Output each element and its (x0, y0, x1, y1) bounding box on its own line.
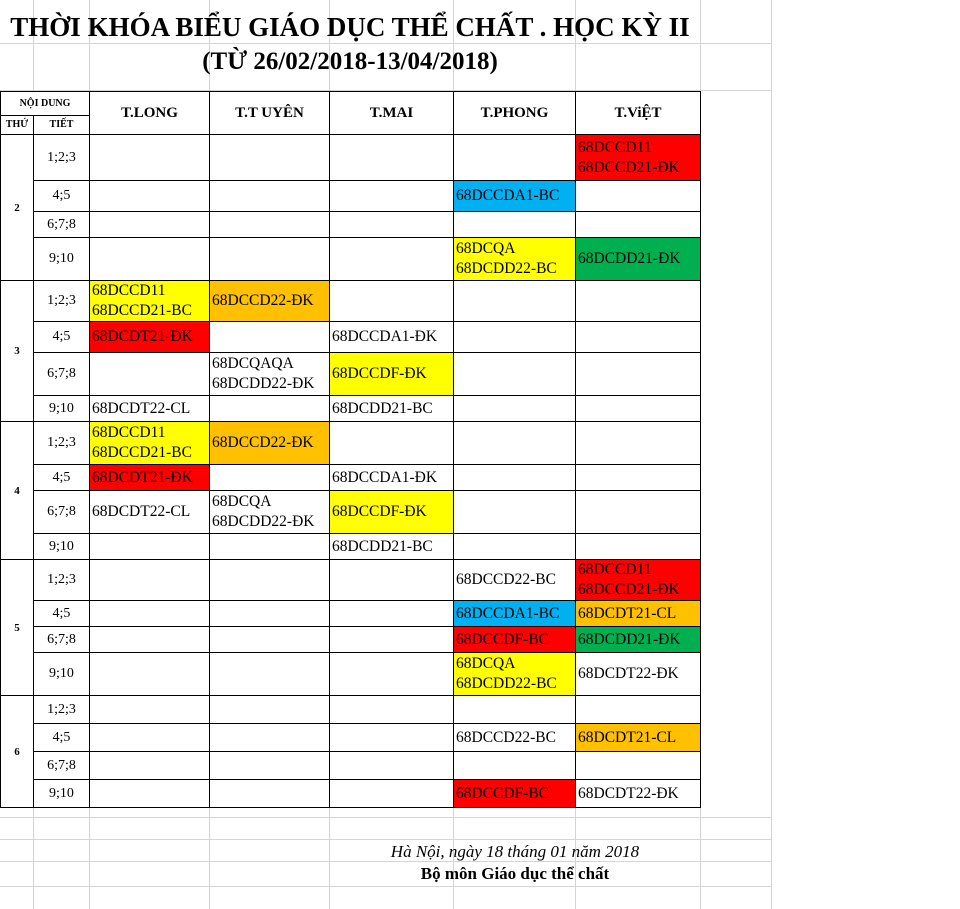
schedule-row (1, 491, 701, 534)
header-day: THỨ (1, 116, 34, 135)
class-code: 68DCDT22-ĐK (578, 665, 679, 682)
period-cell: 9;10 (34, 534, 90, 560)
class-code: 68DCCDF-BC (456, 630, 550, 648)
schedule-date-range: (TỪ 26/02/2018-13/04/2018) (202, 48, 498, 75)
class-cell (210, 238, 330, 281)
period-cell: 1;2;3 (34, 696, 90, 724)
class-cell (454, 135, 576, 181)
class-cell (210, 724, 330, 752)
class-cell (90, 181, 210, 212)
class-cell (576, 627, 701, 653)
schedule-row (1, 780, 701, 808)
class-cell (90, 281, 210, 322)
class-cell (210, 281, 330, 322)
class-code: 68DCCDF-BC (456, 784, 550, 802)
class-code: 68DCDD21-BC (332, 537, 433, 555)
period-cell: 9;10 (34, 653, 90, 696)
schedule-row (1, 212, 701, 238)
schedule-row (1, 560, 701, 601)
period-cell: 4;5 (34, 465, 90, 491)
class-cell (576, 353, 701, 396)
class-cell (210, 601, 330, 627)
class-code: 68DCCDA1-BC (456, 604, 560, 622)
class-cell (454, 780, 576, 808)
schedule-row (1, 238, 701, 281)
class-code: 68DCCD11 (92, 282, 166, 299)
class-cell (454, 696, 576, 724)
class-cell (330, 534, 454, 560)
class-cell (330, 752, 454, 780)
schedule-row (1, 627, 701, 653)
class-cell (330, 696, 454, 724)
class-cell (576, 534, 701, 560)
class-cell (90, 653, 210, 696)
class-cell (454, 212, 576, 238)
class-cell (210, 135, 330, 181)
day-cell: 5 (1, 560, 34, 696)
class-code: 68DCCD21-BC (92, 444, 192, 461)
class-cell (90, 560, 210, 601)
class-code: 68DCDD21-ĐK (578, 250, 681, 267)
class-cell (90, 465, 210, 491)
period-cell: 1;2;3 (34, 281, 90, 322)
period-cell: 6;7;8 (34, 752, 90, 780)
class-cell (330, 281, 454, 322)
class-cell (210, 653, 330, 696)
class-cell (90, 396, 210, 422)
class-code: 68DCDT22-CL (92, 503, 191, 520)
place-date: Hà Nội, ngày 18 tháng 01 năm 2018 (390, 842, 640, 861)
class-cell (90, 696, 210, 724)
schedule-row (1, 353, 701, 396)
teacher-header-long: T.LONG (90, 92, 210, 135)
class-code: 68DCQA (456, 655, 516, 672)
teacher-header-mai: T.MAI (330, 92, 454, 135)
class-cell (210, 396, 330, 422)
class-code: 68DCCD21-ĐK (578, 158, 680, 176)
class-cell (576, 396, 701, 422)
class-cell (90, 724, 210, 752)
schedule-title: THỜI KHÓA BIỂU GIÁO DỤC THỂ CHẤT . HỌC KỲ II (10, 12, 690, 42)
teacher-header-viet: T.ViỆT (576, 92, 701, 135)
class-cell (90, 353, 210, 396)
class-code: 68DCDD21-ĐK (578, 630, 681, 648)
class-cell (454, 181, 576, 212)
period-cell: 1;2;3 (34, 422, 90, 465)
class-cell (576, 653, 701, 696)
class-code: 68DCCD21-ĐK (578, 581, 680, 598)
class-cell (210, 696, 330, 724)
schedule-row (1, 135, 701, 181)
class-cell (90, 135, 210, 181)
class-cell (576, 780, 701, 808)
class-cell (330, 353, 454, 396)
class-code: 68DCCD11 (92, 424, 166, 441)
class-cell (576, 281, 701, 322)
class-cell (454, 422, 576, 465)
class-code: 68DCCD21-BC (92, 302, 192, 319)
class-code: 68DCDD21-BC (332, 399, 433, 417)
class-code: 68DCCDA1-ĐK (332, 328, 438, 345)
class-cell (576, 696, 701, 724)
class-cell (210, 212, 330, 238)
class-cell (210, 322, 330, 353)
class-code: 68DCQA (456, 240, 516, 257)
schedule-row (1, 181, 701, 212)
class-cell (90, 322, 210, 353)
class-cell (454, 601, 576, 627)
day-cell: 3 (1, 281, 34, 422)
period-cell: 1;2;3 (34, 135, 90, 181)
class-cell (454, 724, 576, 752)
class-code: 68DCCDA1-ĐK (332, 468, 438, 486)
class-cell (454, 653, 576, 696)
class-cell (210, 181, 330, 212)
class-cell (454, 534, 576, 560)
class-cell (210, 353, 330, 396)
class-code: 68DCCDF-ĐK (332, 365, 427, 382)
class-cell (454, 353, 576, 396)
class-code: 68DCCDA1-BC (456, 187, 560, 204)
class-cell (454, 396, 576, 422)
class-code: 68DCDD22-ĐK (212, 375, 315, 392)
class-cell (576, 181, 701, 212)
class-cell (330, 724, 454, 752)
period-cell: 9;10 (34, 238, 90, 281)
class-cell (330, 181, 454, 212)
class-cell (210, 752, 330, 780)
period-cell: 9;10 (34, 396, 90, 422)
class-cell (454, 281, 576, 322)
class-code: 68DCDT21-ĐK (92, 328, 193, 345)
header-period: TIẾT (34, 116, 90, 135)
class-cell (90, 627, 210, 653)
class-cell (454, 627, 576, 653)
class-cell (576, 601, 701, 627)
class-cell (330, 491, 454, 534)
class-cell (210, 422, 330, 465)
day-cell: 4 (1, 422, 34, 560)
period-cell: 6;7;8 (34, 627, 90, 653)
class-cell (576, 491, 701, 534)
schedule-row (1, 396, 701, 422)
class-cell (330, 653, 454, 696)
teacher-header-tuyen: T.T UYÊN (210, 92, 330, 135)
class-cell (576, 238, 701, 281)
class-cell (90, 601, 210, 627)
timetable (0, 91, 701, 808)
schedule-row (1, 696, 701, 724)
class-cell (576, 752, 701, 780)
class-cell (90, 534, 210, 560)
class-cell (90, 212, 210, 238)
schedule-row (1, 601, 701, 627)
teacher-header-phong: T.PHONG (454, 92, 576, 135)
class-cell (210, 491, 330, 534)
class-cell (454, 465, 576, 491)
class-cell (90, 238, 210, 281)
schedule-row (1, 465, 701, 491)
class-cell (330, 627, 454, 653)
class-cell (330, 238, 454, 281)
class-code: 68DCDT21-ĐK (92, 468, 193, 486)
header-content: NỘI DUNG (1, 92, 90, 116)
class-cell (330, 396, 454, 422)
class-code: 68DCCD22-ĐK (212, 434, 314, 451)
class-cell (454, 322, 576, 353)
class-code: 68DCQAQA (212, 355, 294, 372)
class-cell (454, 752, 576, 780)
class-cell (330, 465, 454, 491)
department-signature: Bộ môn Giáo dục thể chất (420, 864, 610, 883)
class-cell (330, 780, 454, 808)
period-cell: 4;5 (34, 322, 90, 353)
class-cell (454, 560, 576, 601)
period-cell: 4;5 (34, 724, 90, 752)
class-cell (330, 212, 454, 238)
schedule-row (1, 724, 701, 752)
period-cell: 6;7;8 (34, 212, 90, 238)
period-cell: 6;7;8 (34, 353, 90, 396)
schedule-row (1, 281, 701, 322)
day-cell: 6 (1, 696, 34, 808)
class-cell (210, 627, 330, 653)
class-code: 68DCCDF-ĐK (332, 503, 427, 520)
schedule-row (1, 322, 701, 353)
class-cell (330, 322, 454, 353)
class-code: 68DCDT22-ĐK (578, 784, 679, 802)
period-cell: 9;10 (34, 780, 90, 808)
period-cell: 4;5 (34, 181, 90, 212)
class-code: 68DCDT21-CL (578, 728, 677, 746)
schedule-row (1, 422, 701, 465)
class-code: 68DCCD22-ĐK (212, 292, 314, 309)
class-cell (576, 422, 701, 465)
class-cell (576, 322, 701, 353)
class-cell (330, 560, 454, 601)
class-cell (454, 491, 576, 534)
class-cell (330, 135, 454, 181)
class-code: 68DCDT22-CL (92, 399, 191, 417)
class-cell (576, 465, 701, 491)
class-code: 68DCDD22-BC (456, 675, 557, 692)
day-cell: 2 (1, 135, 34, 281)
class-cell (210, 534, 330, 560)
class-cell (330, 601, 454, 627)
class-cell (210, 780, 330, 808)
class-cell (90, 752, 210, 780)
class-code: 68DCCD22-BC (456, 728, 556, 746)
class-cell (210, 465, 330, 491)
class-code: 68DCCD11 (578, 138, 652, 156)
class-cell (90, 422, 210, 465)
class-cell (576, 724, 701, 752)
class-code: 68DCCD22-BC (456, 571, 556, 588)
class-code: 68DCDT21-CL (578, 604, 677, 622)
class-cell (576, 560, 701, 601)
class-code: 68DCCD11 (578, 561, 652, 578)
class-cell (90, 780, 210, 808)
class-cell (454, 238, 576, 281)
class-code: 68DCQA (212, 493, 272, 510)
class-cell (576, 212, 701, 238)
schedule-row (1, 752, 701, 780)
class-code: 68DCDD22-BC (456, 260, 557, 277)
class-code: 68DCDD22-ĐK (212, 513, 315, 530)
period-cell: 1;2;3 (34, 560, 90, 601)
class-cell (90, 491, 210, 534)
schedule-row (1, 534, 701, 560)
period-cell: 6;7;8 (34, 491, 90, 534)
class-cell (330, 422, 454, 465)
class-cell (210, 560, 330, 601)
class-cell (576, 135, 701, 181)
period-cell: 4;5 (34, 601, 90, 627)
schedule-row (1, 653, 701, 696)
